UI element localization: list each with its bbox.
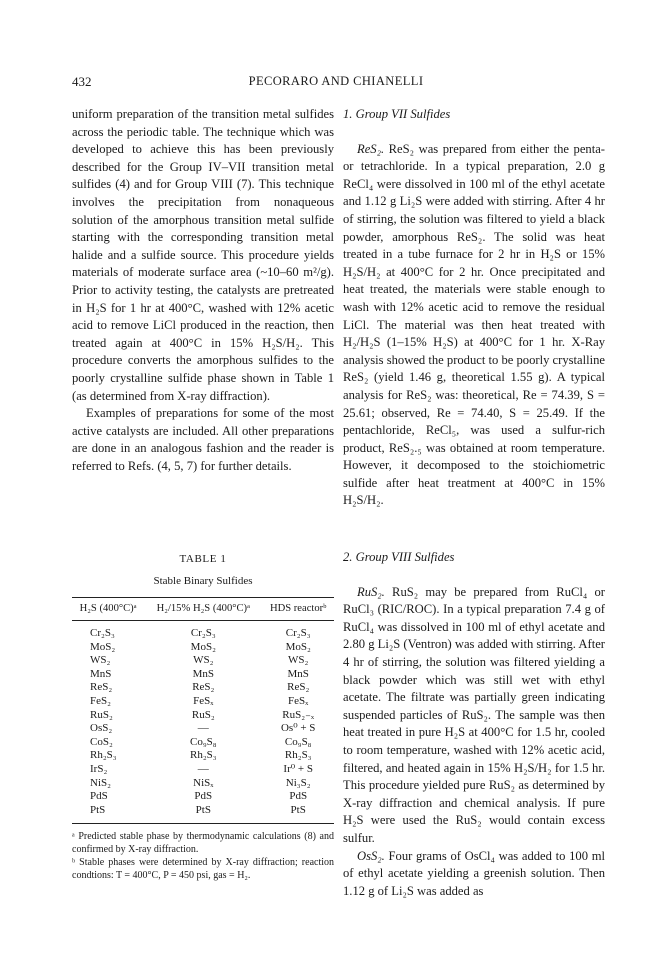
table-cell: CoS₂ — [90, 735, 113, 748]
res2-label: ReS₂. — [357, 141, 385, 156]
table-cell: NiSₓ — [193, 776, 214, 789]
table-1 — [72, 553, 334, 882]
table-cell: OsS₂ — [90, 722, 113, 735]
table-footnotes — [72, 830, 334, 882]
table-row — [72, 695, 334, 709]
header-h2-h2s: H₂/15% H₂S (400°C)ᵃ — [156, 603, 250, 614]
table-cell: NiS₂ — [90, 776, 111, 789]
table-cell: PdS — [90, 790, 108, 803]
table-cell: MnS — [192, 667, 214, 680]
footnote-b: ᵇ Stable phases were determined by X-ray diffraction; reaction condtions: T = 400°C, P = 450 psi, gas = H₂. — [72, 857, 334, 882]
right-column-top — [343, 106, 605, 510]
left-column — [72, 106, 334, 475]
table-cell: ReS₂ — [90, 681, 113, 694]
table-cell: Rh₂S₃ — [90, 749, 117, 762]
table-cell: WS₂ — [193, 654, 214, 667]
table-cell: Ir⁰ + S — [283, 762, 313, 775]
table-cell: Co₉S₈ — [284, 735, 312, 748]
table-cell: MnS — [287, 667, 309, 680]
table-cell: ReS₂ — [287, 681, 310, 694]
table-cell: Cr₂S₃ — [90, 627, 115, 639]
table-cell: PtS — [195, 803, 211, 816]
table-cell: RuS₂ — [90, 708, 113, 721]
right-column-bottom — [343, 549, 605, 900]
table-label: TABLE 1 — [179, 553, 227, 565]
table-row — [72, 654, 334, 668]
table-row — [72, 804, 334, 824]
table-cell: ReS₂ — [192, 681, 215, 694]
rus2-label: RuS₂. — [357, 584, 385, 599]
table-row — [72, 722, 334, 736]
table-cell: Os⁰ + S — [280, 722, 316, 735]
sulfides-table — [72, 597, 334, 824]
section-title-group-viii: 2. Group VIII Sulfides — [343, 550, 455, 564]
paragraph-examples: Examples of preparations for some of the most active catalysts are included. All other preparations are done in an analogous fashion and the reader is referred to Refs. (4, 5, 7) for further details. — [72, 406, 334, 473]
table-cell: RuS₂ — [191, 708, 215, 721]
table-cell: PtS — [290, 803, 306, 816]
table-row — [72, 749, 334, 763]
table-cell: PdS — [289, 790, 308, 803]
table-cell: WS₂ — [288, 654, 309, 667]
table-caption: Stable Binary Sulfides — [153, 575, 253, 587]
table-cell: — — [197, 762, 209, 775]
table-cell: WS₂ — [90, 654, 111, 667]
table-row — [72, 681, 334, 695]
table-cell: Cr₂S₃ — [190, 627, 216, 639]
table-body — [72, 621, 334, 824]
table-cell: PtS — [90, 803, 106, 816]
oss2-label: OsS₂. — [357, 848, 385, 863]
table-cell: MoS₂ — [285, 640, 311, 653]
table-cell: Rh₂S₃ — [189, 749, 217, 762]
table-cell: FeSₓ — [288, 694, 309, 707]
oss2-text: Four grams of OsCl₄ was added to 100 ml of ethyl acetate yielding a greenish solution. Then 1.12 g of Li₂S was added as — [343, 848, 605, 898]
table-row — [72, 763, 334, 777]
table-row — [72, 668, 334, 682]
table-cell: Ni₃S₂ — [285, 776, 311, 789]
res2-text: ReS₂ was prepared from either the penta- or tetrachloride. In a typical preparation, 2.0 g ReCl₄ were dissolved in 100 ml of the ethyl acetate and 1.12 g Li₂S were added with stirring. After 4 hr of stirring, the solution was filtered to yield a black powder, amorphous ReS₂. The solid was heat treated in a tube furnace for 2 hr in H₂S or 15% H₂S/H₂ at 400°C for 2 hr. Once precipitated and heat treated, the materials were stable enough to wash with 12% acetic acid to remove the residual LiCl. The material was then heat treated with H₂/H₂S (1–15% H₂S) at 400°C for 1 hr. X-Ray analysis showed the product to be poorly crystalline ReS₂ (yield 1.46 g, theoretical 1.55 g). A typical analysis for ReS₂ was: theoretical, Re = 74.39, S = 25.61; observed, Re = 74.40, S = 25.49. If the pentachloride, ReCl₅, was used a sulfur-rich product, ReS₂.₅ was obtained at room temperature. However, it decomposed to the stoichiometric sulfide after heat treatment at 400°C in 15% H₂S/H₂. — [343, 141, 605, 508]
table-row — [72, 736, 334, 750]
table-cell: — — [197, 722, 209, 735]
table-row — [72, 777, 334, 791]
header-h2s: H₂S (400°C)ᵃ — [79, 603, 137, 614]
page-number: 432 — [72, 74, 92, 89]
table-cell: FeSₓ — [193, 694, 214, 707]
section-title-group-vii: 1. Group VII Sulfides — [343, 107, 451, 121]
table-row — [72, 641, 334, 655]
footnote-a: ᵃ Predicted stable phase by thermodynamic calculations (8) and confirmed by X-ray diffraction. — [72, 831, 334, 856]
running-head: PECORARO AND CHIANELLI — [248, 74, 424, 88]
paragraph-intro: uniform preparation of the transition metal sulfides across the periodic table. The technique which was developed to achieve this has been previously described for the Group IV–VII transition metal sulfides (4) and for Group VIII (7). This technique involves the precipitation from nonaqueous solution of the amorphous transition metal sulfide starting with the corresponding transition metal halide and a sulfide source. This procedure yields materials of moderate surface area (~10–60 m²/g). Prior to activity testing, the catalysts are pretreated in H₂S for 1 hr at 400°C, washed with 12% acetic acid to remove LiCl produced in the reaction, then treated again at 400°C in 15% H₂S/H₂. This procedure converts the amorphous sulfides to the poorly crystalline sulfide phase shown in Table 1 (as determined from X-ray diffraction). — [72, 107, 334, 403]
table-cell: Cr₂S₃ — [285, 627, 311, 639]
table-cell: IrS₂ — [90, 762, 108, 775]
table-cell: MnS — [90, 667, 112, 680]
table-row — [72, 790, 334, 804]
table-row — [72, 621, 334, 641]
table-header-row — [72, 598, 334, 621]
table-cell: MoS₂ — [90, 640, 116, 653]
paragraph-oss2 — [343, 848, 605, 901]
paragraph-rus2 — [343, 584, 605, 848]
table-row — [72, 709, 334, 723]
table-cell: FeS₂ — [90, 694, 111, 707]
table-cell: RuS₂₋ₓ — [282, 708, 315, 721]
header-hds: HDS reactorᵇ — [269, 603, 327, 614]
rus2-text: RuS₂ may be prepared from RuCl₄ or RuCl₃ (RIC/ROC). In a typical preparation 7.4 g of RuCl₄ was dissolved in 100 ml of ethyl acetate and 2.80 g Li₂S (Ventron) was added with stirring. After 4 hr of stirring, the solution was filtered yielding a black powder which was still wet with ethyl acetate. The filtrate was partially green indicating suspended particles of RuS₂. The sample was then heat treated in pure H₂S at 400°C for 1.5 hr, cooled to room temperature, washed with 12% acetic acid, filtered, and heated again in 15% H₂S/H₂ for 1.5 hr. This procedure yielded pure RuS₂ as determined by X-ray diffraction and chemical analysis. If pure H₂S were used the RuS₂ would contain excess sulfur. — [343, 584, 605, 845]
table-cell: Co₉S₈ — [189, 735, 217, 748]
table-cell: Rh₂S₃ — [284, 749, 312, 762]
paragraph-res2 — [343, 141, 605, 510]
table-cell: MoS₂ — [190, 640, 216, 653]
table-cell: PdS — [194, 790, 213, 803]
